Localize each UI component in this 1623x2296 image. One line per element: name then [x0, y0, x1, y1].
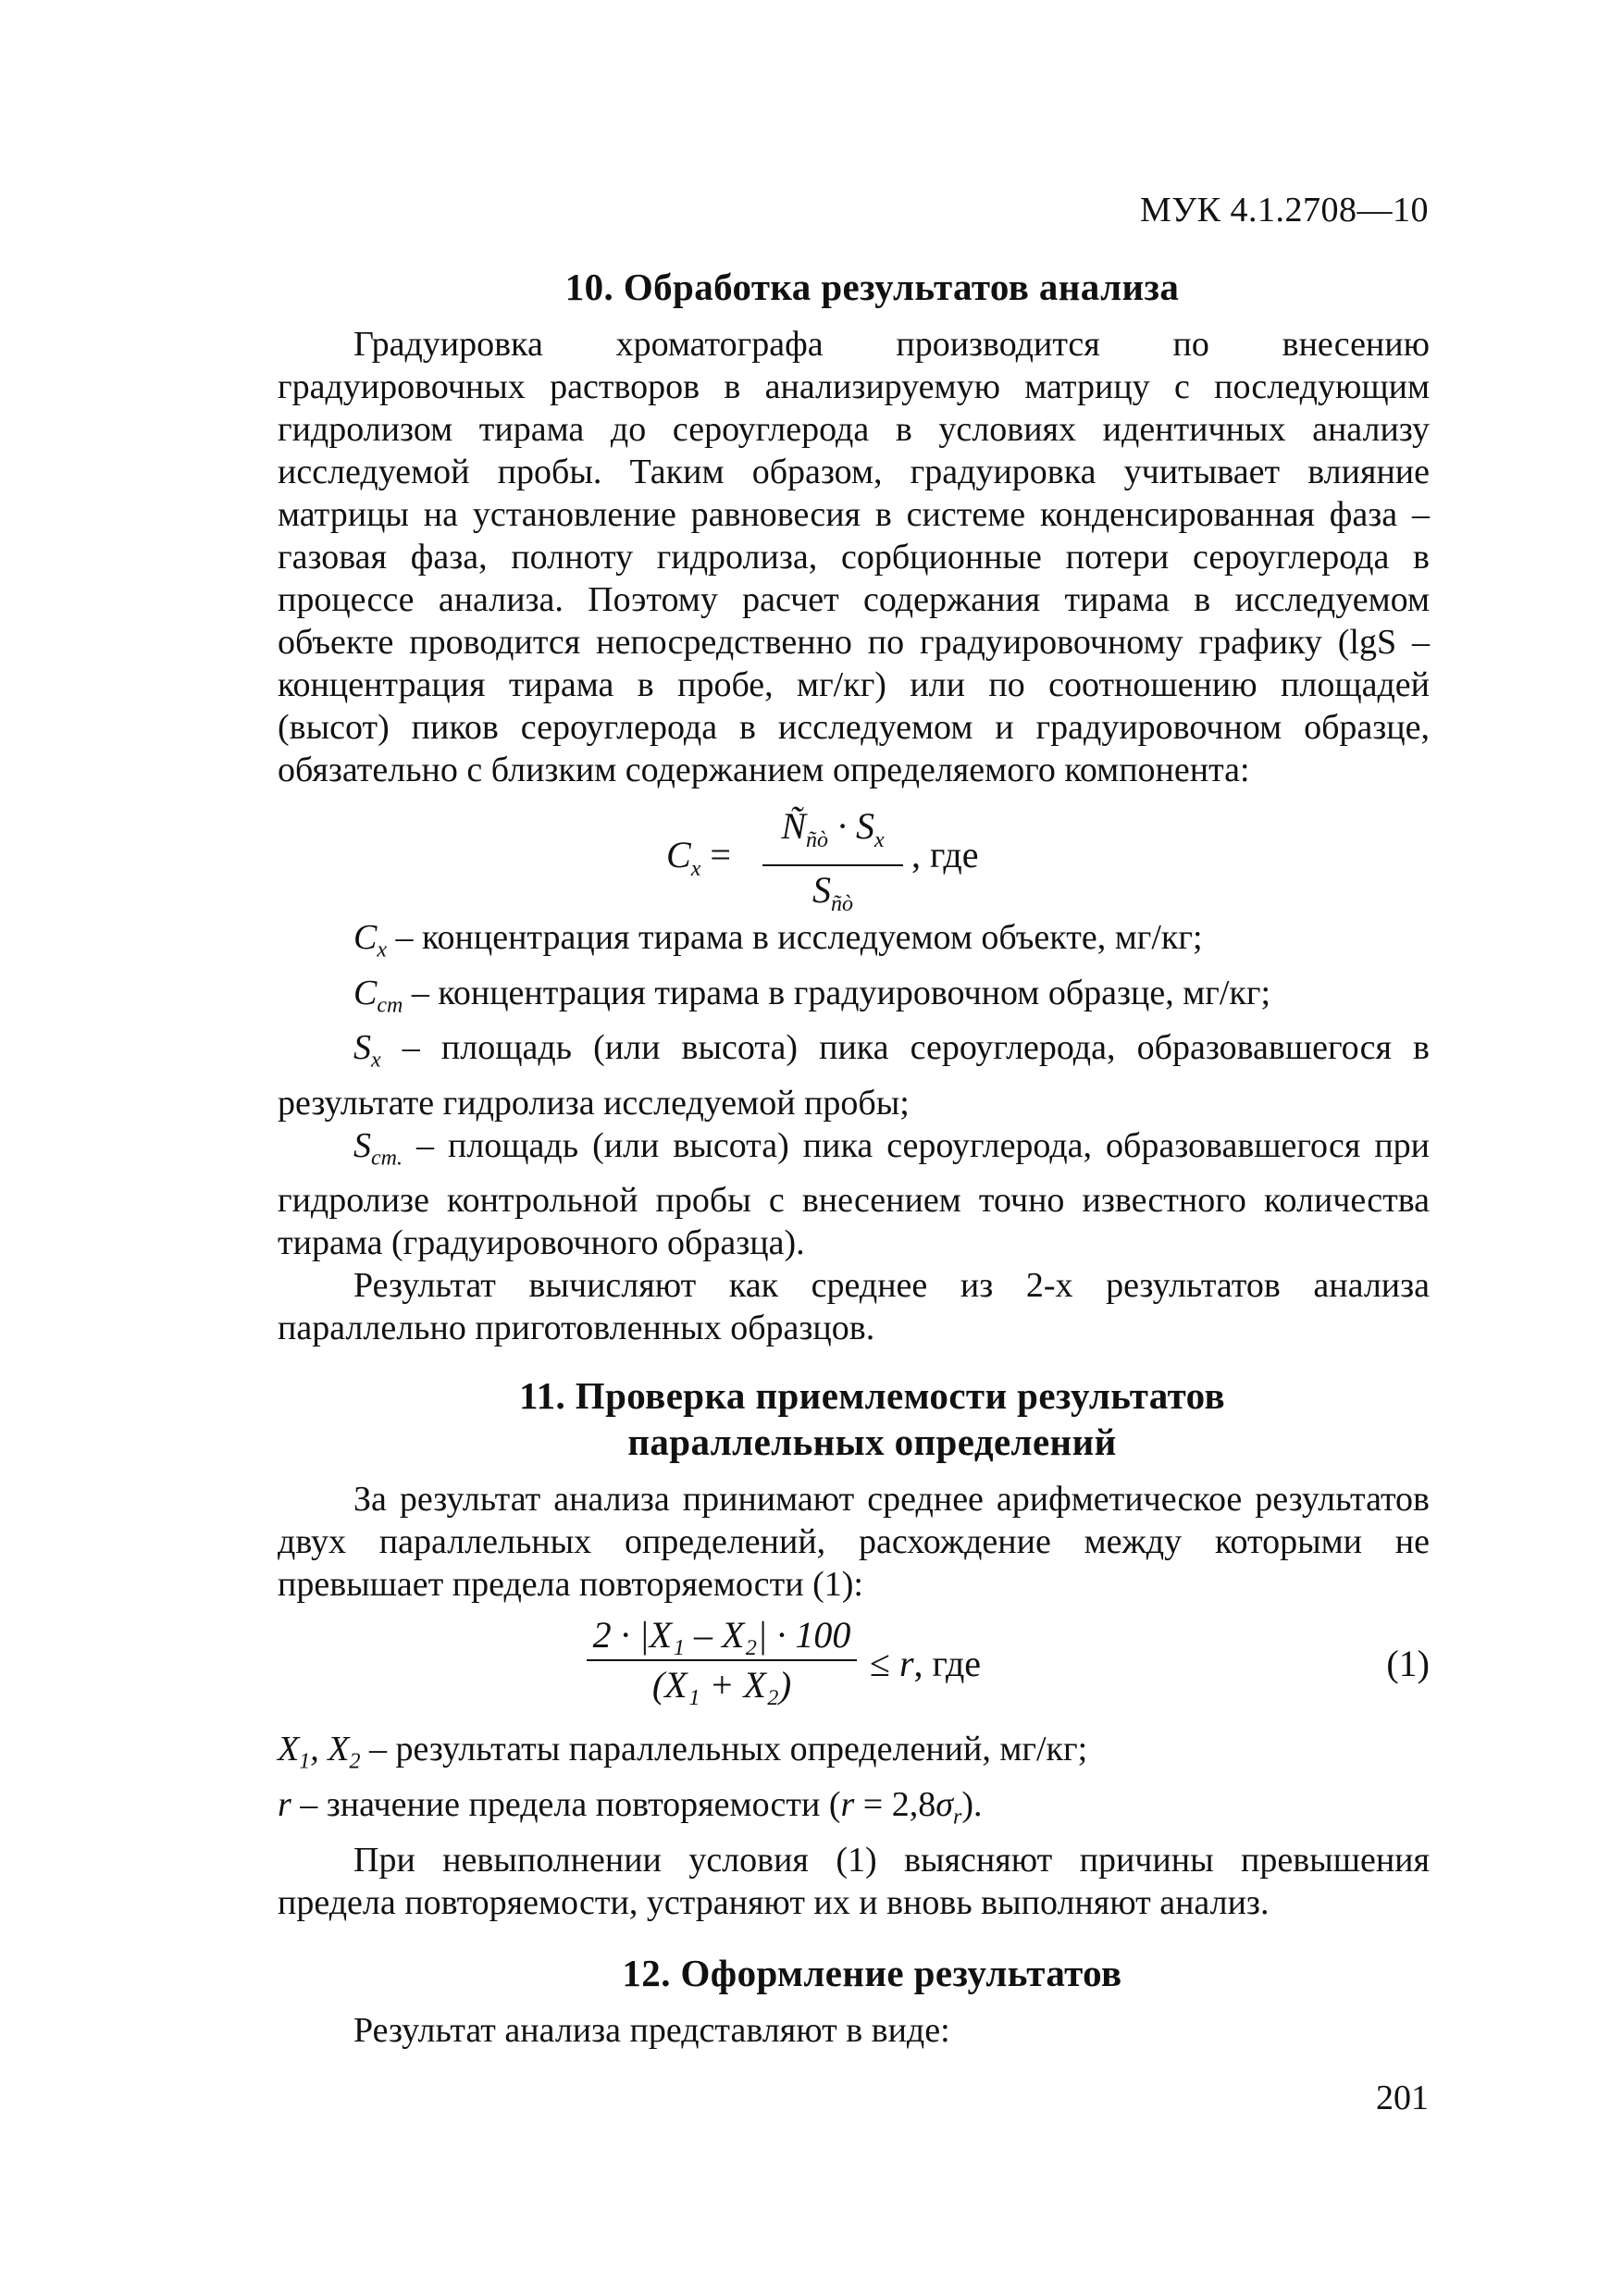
definition-r: r – значение предела повторяемости $(r = 2,8\sigma_r)$.: [278, 1784, 983, 1830]
section-10-result-paragraph: Результат вычисляют как среднее из 2-х результатов анализа параллельно приготовленных образцов.: [278, 1266, 1430, 1348]
running-header: МУК 4.1.2708—10: [1139, 191, 1429, 230]
formula-denominator: $S_{ñò}$: [812, 869, 853, 916]
definition-sx: $S_x$ – площадь (или высота) пика сероуглерода, образовавшегося в результате гидролиза исследуемой пробы;: [278, 1028, 1430, 1123]
section-10-paragraph: Градуировка хроматографа производится по внесению градуировочных растворов в анализируемую матрицу с последующим гидролизом тирама до сероуглерода в условиях идентичных анализу исследуемой пробы. Таким образом, градуировка учитывает влияние матрицы на установление равновесия в системе конденсированная фаза – газовая фаза, полноту гидролиза, сорбционные потери сероуглерода в процессе анализа. Поэтому расчет содержания тирама в исследуемом объекте проводится непосредственно по градуировочному графику (lgS – концентрация тирама в пробе, мг/кг) или по соотношению площадей (высот) пиков сероуглерода в исследуемом и градуировочном образце, обязательно с близким содержанием определяемого компонента:: [278, 325, 1430, 789]
section-11-title-line2: параллельных определений: [627, 1421, 1117, 1464]
page-number: 201: [1376, 2079, 1429, 2117]
repeatability-tail: ≤ r, где: [870, 1643, 982, 1685]
section-12-title: 12. Оформление результатов: [622, 1951, 1122, 1994]
formula-lhs: $C_x$ =: [666, 834, 731, 881]
section-10-title: 10. Обработка результатов анализа: [564, 266, 1180, 308]
page-content: [278, 264, 1430, 2052]
formula-fraction: [759, 802, 907, 928]
definition-ccm: $C_{cm}$ – концентрация тирама в градуировочном образце, мг/кг;: [353, 973, 1271, 1018]
formula-numerator: $Ñ_{ñò} \cdot S_x$: [781, 805, 885, 852]
repeatability-fraction: [583, 1611, 861, 1709]
formula-tail: , где: [911, 834, 979, 875]
section-12-paragraph: Результат анализа представляют в виде:: [353, 2010, 950, 2050]
section-11-paragraph: За результат анализа принимают среднее арифметическое результатов двух параллельных определений, расхождение между которыми не превышает предела повторяемости (1):: [278, 1480, 1430, 1605]
definition-x1-x2: $X_1$, $X_2$ – результаты параллельных определений, мг/кг;: [278, 1730, 1088, 1774]
repeatability-denominator: (X₁ + X₂): [651, 1664, 792, 1706]
definition-scm: $S_{cm.}$ – площадь (или высота) пика сероуглерода, образовавшегося при гидролизе контрольной пробы с внесением точно известного количества тирама (градуировочного образца).: [278, 1125, 1430, 1263]
section-11-paragraph-2: При невыполнении условия (1) выясняют причины превышения предела повторяемости, устраняют их и вновь выполняют анализ.: [278, 1840, 1430, 1922]
definition-cx: $C_x$ – концентрация тирама в исследуемом объекте, мг/кг;: [353, 918, 1203, 962]
section-11-title: [315, 1372, 1430, 1465]
repeatability-numerator: 2 · |X₁ – X₂| · 100: [592, 1614, 851, 1657]
concentration-formula: [278, 802, 1430, 916]
section-11-title-line1: 11. Проверка приемлемости результатов: [518, 1374, 1226, 1418]
repeatability-formula: [278, 1611, 1430, 1715]
equation-number: (1): [1386, 1643, 1430, 1685]
